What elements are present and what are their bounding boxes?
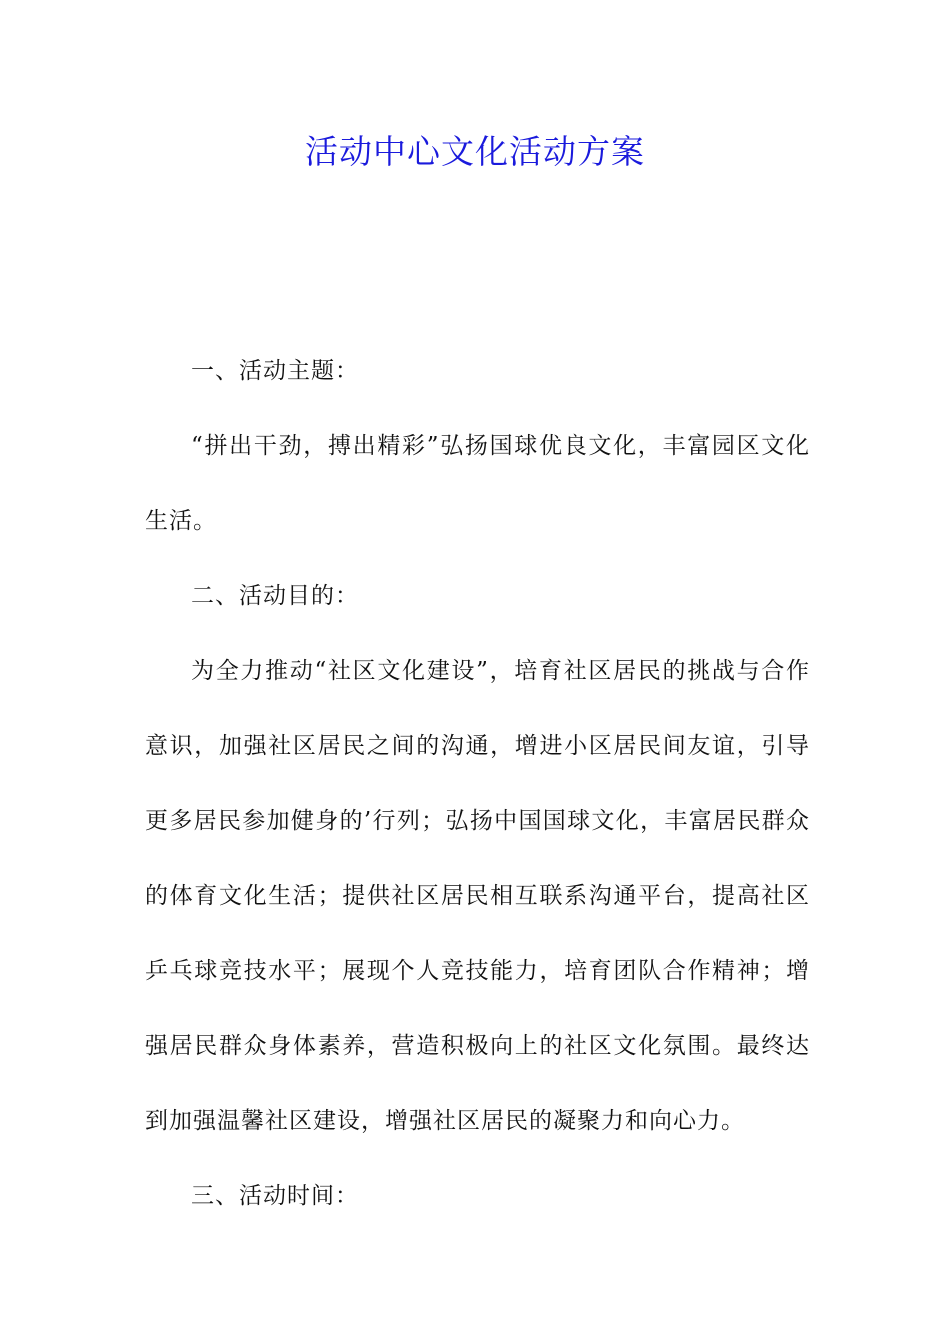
section-paragraph-purpose: 为全力推动“社区文化建设”，培育社区居民的挑战与合作意识，加强社区居民之间的沟通，增进小区居民间友谊，引导更多居民参加健身的’行列；弘扬中国国球文化，丰富居民群众的体育文化生活；提供社区居民相互联系沟通平台，提高社区乒乓球竞技水平；展现个人竞技能力，培育团队合作精神；增强居民群众身体素养，营造积极向上的社区文化氛围。最终达到加强温馨社区建设，增强社区居民的凝聚力和向心力。: [145, 658, 810, 1134]
document-body: [145, 334, 810, 1234]
section-heading-purpose: 二、活动目的：: [191, 583, 359, 609]
section-paragraph-theme: “拼出干劲，搏出精彩”弘扬国球优良文化，丰富园区文化生活。: [145, 433, 810, 534]
section-heading-time: 三、活动时间：: [191, 1183, 359, 1209]
section-heading-theme: 一、活动主题：: [191, 358, 359, 384]
document-title: 活动中心文化活动方案: [305, 132, 645, 171]
